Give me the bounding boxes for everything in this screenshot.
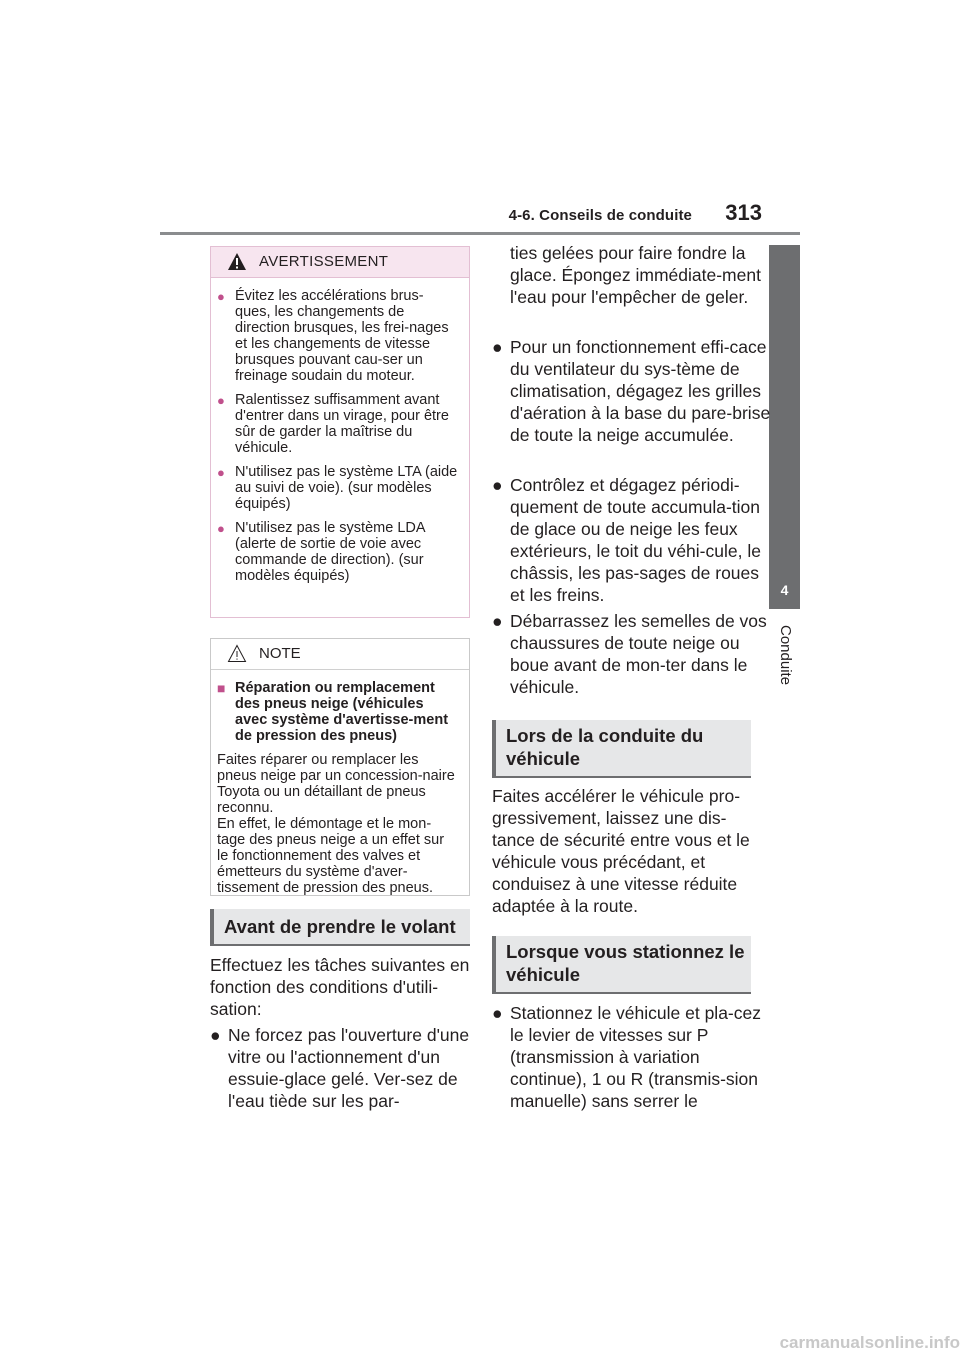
bullet-icon: ● [492, 611, 503, 631]
warning-triangle-icon [227, 252, 247, 271]
bullet-icon: ● [217, 289, 225, 304]
note-text: Faites réparer ou remplacer les pneus neige par un concession-naire Toyota ou un détaillant de pneus reconnu. [217, 752, 455, 816]
note-title: NOTE [259, 645, 301, 662]
chapter-number: 4 [780, 582, 789, 598]
paragraph: Faites accélérer le véhicule pro-gressivement, laissez une dis-tance de sécurité entre vous et le véhicule vous précédant, et conduisez à une vitesse réduite adaptée à la route. [492, 786, 750, 916]
page-number: 313 [725, 200, 762, 225]
bullet-icon: ● [492, 1003, 503, 1023]
bullet-icon: ● [217, 465, 225, 480]
square-bullet-icon: ■ [217, 680, 226, 696]
bullet-icon: ● [217, 393, 225, 408]
watermark: carmanualsonline.info [779, 1333, 960, 1352]
bullet-icon: ● [217, 521, 225, 536]
bullet-icon: ● [492, 337, 503, 357]
section-title: 4-6. Conseils de conduite [508, 207, 692, 224]
section-heading: Lors de la conduite du véhicule [492, 720, 751, 778]
warning-body [211, 278, 469, 584]
caution-triangle-icon [227, 644, 247, 663]
note-body [211, 670, 469, 896]
warning-box [210, 246, 470, 618]
bullet-icon: ● [210, 1025, 221, 1045]
list-item-continued: ties gelées pour faire fondre la glace. Épongez immédiate-ment l'eau pour l'empêcher de geler. [510, 243, 761, 307]
chapter-tab [769, 245, 800, 609]
note-heading: ■ Réparation ou remplacement des pneus neige (véhicules avec système d'avertisse-ment de pression des pneus) [217, 680, 449, 744]
note-box [210, 638, 470, 896]
list-item: ● Débarrassez les semelles de vos chaussures de toute neige ou boue avant de mon-ter dans le véhicule. [492, 611, 767, 697]
warning-header [211, 247, 469, 278]
list-item: ● Stationnez le véhicule et pla-cez le levier de vitesses sur P (transmission à variation continue), 1 ou R (transmis-sion manuelle) sans serrer le [492, 1003, 761, 1111]
warning-item: ● Évitez les accélérations brus-ques, les changements de direction brusques, les frei-nages et les changements de vitesse brusques pouvant cau-ser un freinage soudain du moteur. [217, 288, 449, 384]
chapter-label: Conduite [777, 625, 794, 686]
warning-item: ● N'utilisez pas le système LDA (alerte de sortie de voie avec commande de direction). (sur modèles équipés) [217, 520, 425, 584]
list-item: ● Ne forcez pas l'ouverture d'une vitre ou l'actionnement d'un essuie-glace gelé. Ver-sez de l'eau tiède sur les par- [210, 1025, 470, 1111]
bullet-icon: ● [492, 475, 503, 495]
note-header [211, 639, 469, 670]
section-heading: Avant de prendre le volant [210, 909, 470, 946]
warning-item: ● N'utilisez pas le système LTA (aide au suivi de voie). (sur modèles équipés) [217, 464, 458, 512]
header-rule [160, 232, 800, 235]
section-heading: Lorsque vous stationnez le véhicule [492, 936, 751, 994]
paragraph: Effectuez les tâches suivantes en fonction des conditions d'utili-sation: [210, 955, 470, 1019]
list-item: ● Contrôlez et dégagez périodi-quement de toute accumula-tion de glace ou de neige les feux extérieurs, le toit du véhi-cule, le châssis, les pas-sages de roues et les freins. [492, 475, 761, 605]
list-item: ● Pour un fonctionnement effi-cace du ventilateur du sys-tème de climatisation, dégagez les grilles d'aération à la base du pare-brise de toute la neige accumulée. [492, 337, 771, 445]
note-text: En effet, le démontage et le mon-tage des pneus neige a un effet sur le fonctionnement des valves et émetteurs du système d'aver-tissement de pression des pneus. [217, 816, 445, 896]
warning-title: AVERTISSEMENT [259, 253, 389, 270]
warning-item: ● Ralentissez suffisamment avant d'entrer dans un virage, pour être sûr de garder la maîtrise du véhicule. [217, 392, 449, 456]
